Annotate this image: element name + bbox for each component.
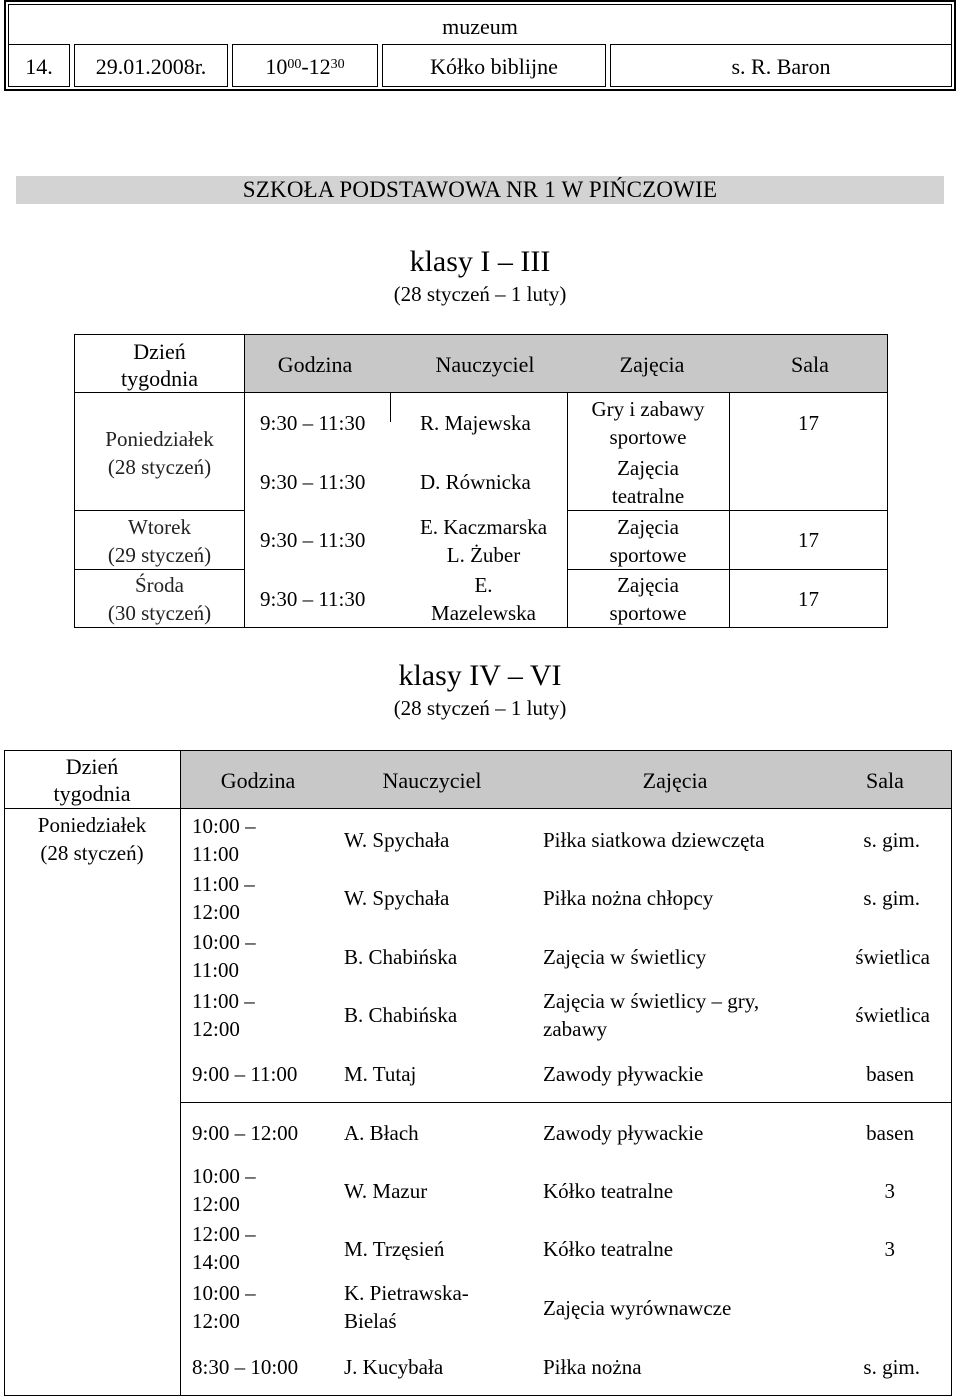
t2-row9-teacher <box>344 1279 534 1337</box>
t1-row1-room: 17 <box>798 411 819 435</box>
t2-row9-activity: Zajęcia wyrównawcze <box>543 1296 732 1320</box>
t2-row10-teacher: J. Kucybała <box>344 1355 444 1379</box>
day-date: (29 styczeń) <box>107 543 212 567</box>
t1-header-teacher: Nauczyciel <box>435 352 535 377</box>
day-date: (30 styczeń) <box>107 601 212 625</box>
hour-line2: 11:00 <box>192 842 240 866</box>
t2-row9-hour <box>192 1279 332 1337</box>
activity-line2: sportowe <box>609 425 687 449</box>
t1-header-activity: Zajęcia <box>619 352 685 377</box>
activity-line1: Zajęcia <box>617 456 679 480</box>
t2-day-monday <box>4 810 180 868</box>
hour-line1: 10:00 – <box>192 1164 256 1188</box>
museum-label: muzeum <box>442 14 518 39</box>
day-name: Poniedziałek <box>105 427 214 451</box>
hour-line1: 10:00 – <box>192 930 256 954</box>
t2-row10-activity: Piłka nożna <box>543 1355 642 1379</box>
t2-row1-teacher: W. Spychała <box>344 828 450 852</box>
teacher-line1: E. Kaczmarska <box>419 515 548 539</box>
teacher-line1: K. Pietrawska- <box>344 1281 469 1305</box>
school-title: SZKOŁA PODSTAWOWA NR 1 W PIŃCZOWIE <box>16 176 944 204</box>
teacher-line2: Mazelewska <box>431 601 536 625</box>
t2-row7-room: 3 <box>884 1179 895 1203</box>
hour-line2: 14:00 <box>192 1250 240 1274</box>
t2-row4-hour <box>192 987 332 1045</box>
t2-row7-activity: Kółko teatralne <box>543 1179 674 1203</box>
t1-header-day <box>74 338 245 392</box>
t1-row4-teacher <box>400 570 567 628</box>
t1-day-tuesday <box>74 512 245 570</box>
t2-hline-header <box>4 808 952 809</box>
time-end: -12 <box>301 54 331 79</box>
t1-header-hour: Godzina <box>277 352 353 377</box>
day-name: Wtorek <box>128 515 191 539</box>
t2-row5-activity: Zawody pływackie <box>543 1062 704 1086</box>
t2-row4-teacher: B. Chabińska <box>344 1003 458 1027</box>
t2-row6-teacher: A. Błach <box>344 1121 419 1145</box>
t2-row3-teacher: B. Chabińska <box>344 945 458 969</box>
row-time: 10 00 -12 30 <box>265 54 345 79</box>
hour-line1: 11:00 – <box>192 989 255 1013</box>
t2-row7-hour <box>192 1162 332 1220</box>
t2-row7-teacher: W. Mazur <box>344 1179 428 1203</box>
activity-line2: sportowe <box>609 543 687 567</box>
activity-line1: Zajęcia w świetlicy – gry, <box>543 989 760 1013</box>
section2-title: klasy IV – VI <box>398 659 562 692</box>
t1-day-wednesday <box>74 570 245 628</box>
t2-row5-room: basen <box>866 1062 914 1086</box>
t2-header-teacher: Nauczyciel <box>382 768 482 793</box>
teacher-line2: L. Żuber <box>446 543 521 567</box>
hour-line2: 12:00 <box>192 1192 240 1216</box>
hour-line1: 10:00 – <box>192 814 256 838</box>
t2-row3-hour <box>192 928 332 986</box>
t1-row1-activity <box>567 394 729 452</box>
t1-row3-activity <box>567 512 729 570</box>
hour-line1: 11:00 – <box>192 872 255 896</box>
t1-row1-hour: 9:30 – 11:30 <box>260 411 366 435</box>
row-date: 29.01.2008r. <box>95 54 207 79</box>
t2-vline-1 <box>180 750 181 1396</box>
hour-line2: 12:00 <box>192 1309 240 1333</box>
t2-row8-teacher: M. Trzęsień <box>344 1237 445 1261</box>
t2-row8-room: 3 <box>884 1237 895 1261</box>
activity-line2: teatralne <box>611 484 685 508</box>
hour-line2: 12:00 <box>192 900 240 924</box>
t2-header-day <box>4 752 180 808</box>
t2-row5-teacher: M. Tutaj <box>344 1062 417 1086</box>
t2-header-activity: Zajęcia <box>642 768 708 793</box>
t1-header-day-text: Dzień tygodnia <box>121 339 198 391</box>
t2-row2-activity: Piłka nożna chłopcy <box>543 886 714 910</box>
activity-line1: Zajęcia <box>617 515 679 539</box>
activity-line1: Gry i zabawy <box>591 397 705 421</box>
t1-row3-hour: 9:30 – 11:30 <box>260 528 366 552</box>
t2-row1-hour <box>192 812 332 870</box>
t2-row3-room: świetlica <box>855 945 930 969</box>
t1-day-monday <box>74 424 245 482</box>
t2-row8-activity: Kółko teatralne <box>543 1237 674 1261</box>
activity-line2: sportowe <box>609 601 687 625</box>
t2-row4-room: świetlica <box>855 1003 930 1027</box>
t1-row2-hour: 9:30 – 11:30 <box>260 470 366 494</box>
t1-row4-hour: 9:30 – 11:30 <box>260 587 366 611</box>
t2-row1-activity: Piłka siatkowa dziewczęta <box>543 828 765 852</box>
hour-line2: 11:00 <box>192 958 240 982</box>
t2-row4-activity <box>543 987 823 1045</box>
t1-row4-activity <box>567 570 729 628</box>
t1-hline-room2 <box>729 569 888 570</box>
t2-row10-hour: 8:30 – 10:00 <box>192 1355 299 1379</box>
t1-hline-header <box>74 392 888 393</box>
t2-row6-hour: 9:00 – 12:00 <box>192 1121 299 1145</box>
t2-row2-hour <box>192 870 332 928</box>
t1-hline-day1 <box>74 510 245 511</box>
t1-row4-room: 17 <box>798 587 819 611</box>
t2-hline-mid <box>181 1102 951 1103</box>
t1-row1-teacher: R. Majewska <box>420 411 531 435</box>
t1-row2-activity <box>567 453 729 511</box>
time-start: 10 <box>265 54 288 79</box>
hour-line1: 12:00 – <box>192 1222 256 1246</box>
row-number: 14. <box>25 54 53 79</box>
t1-header-room: Sala <box>791 352 829 377</box>
t2-header-day-text: Dzień tygodnia <box>53 754 131 806</box>
t1-row2-teacher: D. Równicka <box>420 470 531 494</box>
t2-row8-hour <box>192 1220 332 1278</box>
t2-row6-activity: Zawody pływackie <box>543 1121 704 1145</box>
activity-line1: Zajęcia <box>617 573 679 597</box>
day-date: (28 styczeń) <box>107 455 212 479</box>
t2-row5-hour: 9:00 – 11:00 <box>192 1062 298 1086</box>
section1-subtitle: (28 styczeń – 1 luty) <box>393 282 567 306</box>
section2-subtitle: (28 styczeń – 1 luty) <box>393 696 567 720</box>
t2-row10-room: s. gim. <box>863 1355 920 1379</box>
t2-row6-room: basen <box>866 1121 914 1145</box>
teacher-line2: Bielaś <box>344 1309 397 1333</box>
teacher-line1: E. <box>474 573 493 597</box>
hour-line1: 10:00 – <box>192 1281 256 1305</box>
t1-row3-teacher <box>400 512 567 570</box>
hour-line2: 12:00 <box>192 1017 240 1041</box>
row-activity: Kółko biblijne <box>430 54 558 79</box>
day-name: Poniedziałek <box>37 813 147 837</box>
row-teacher: s. R. Baron <box>731 54 831 79</box>
t2-row2-room: s. gim. <box>863 886 920 910</box>
t2-row1-room: s. gim. <box>863 828 920 852</box>
t1-hline-room1 <box>729 510 888 511</box>
t1-row3-room: 17 <box>798 528 819 552</box>
t2-row2-teacher: W. Spychała <box>344 886 450 910</box>
day-name: Środa <box>135 573 184 597</box>
day-date: (28 styczeń) <box>40 841 144 865</box>
section1-title: klasy I – III <box>409 245 551 278</box>
t2-header-hour: Godzina <box>220 768 296 793</box>
t2-header-room: Sala <box>866 768 904 793</box>
activity-line2: zabawy <box>543 1017 608 1041</box>
t2-row3-activity: Zajęcia w świetlicy <box>543 945 707 969</box>
